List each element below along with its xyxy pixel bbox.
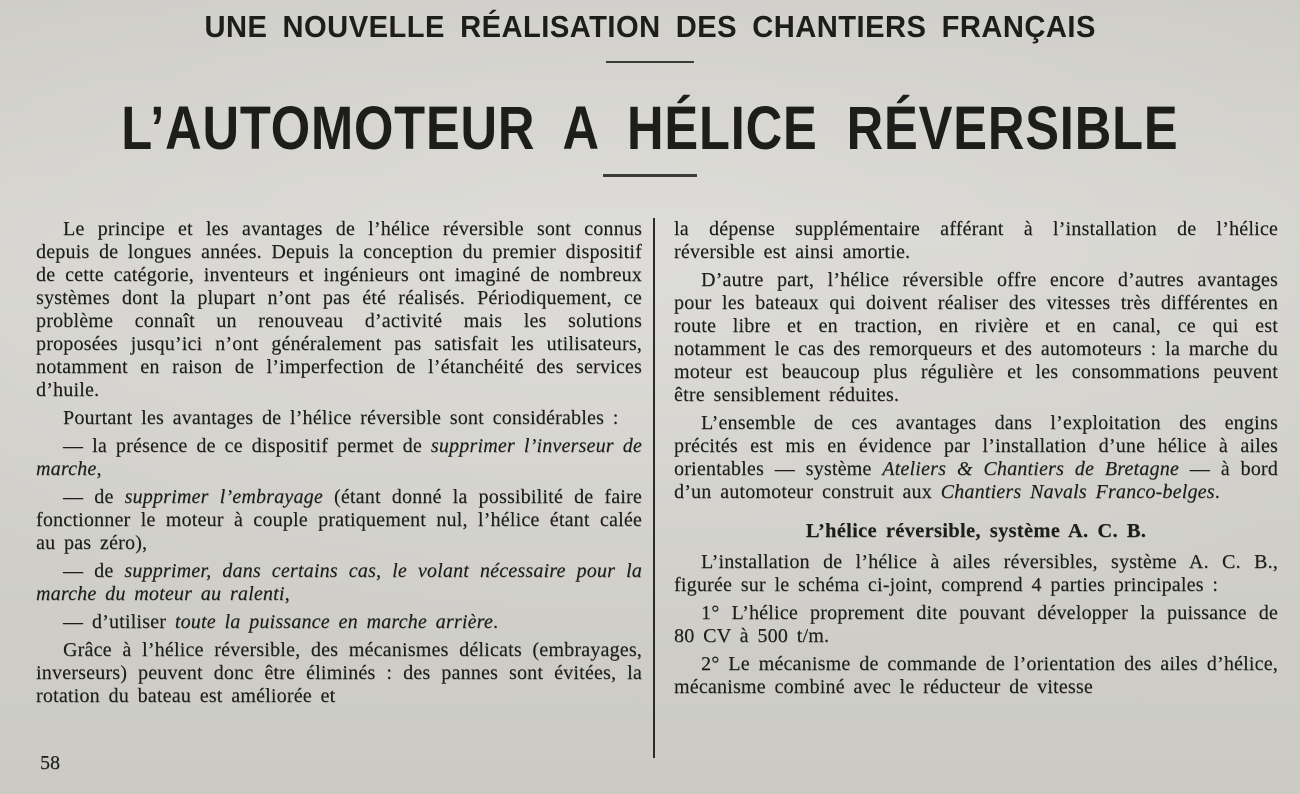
text-segment: la dépense supplémentaire afférant à l’installation de l’hélice réversible est ainsi amortie. <box>674 218 1278 263</box>
text-segment: D’autre part, l’hélice réversible offre encore d’autres avantages pour les bateaux qui doivent réaliser des vitesses très différentes en route libre et en traction, en rivière et en canal, ce qui est notamment le cas des remorqueurs et des automoteurs : la marche du moteur est beaucoup plus régulière et les consommations peuvent être sensiblement réduites. <box>674 269 1278 406</box>
paragraph <box>674 551 1278 597</box>
text-segment: — de <box>63 486 125 508</box>
paragraph <box>674 218 1278 264</box>
text-segment: . <box>492 611 499 633</box>
text-segment: (étant donné la possibilité de faire fonctionner le moteur à couple pratiquement nul, l’hélice étant calée au pas zéro), <box>36 486 642 554</box>
italic-text-segment: supprimer l’inverseur de marche <box>36 435 642 480</box>
text-segment: , <box>284 583 290 605</box>
text-segment: , <box>96 458 102 480</box>
article-body <box>36 218 1278 778</box>
kicker-divider-rule <box>606 61 694 63</box>
kicker-row <box>0 9 1300 45</box>
text-segment: 1° L’hélice proprement dite pouvant développer la puissance de 80 CV à 500 t/m. <box>674 602 1278 647</box>
text-segment: — d’utiliser <box>63 611 175 633</box>
paragraph <box>674 602 1278 648</box>
italic-text-segment: Ateliers & Chantiers de Bretagne <box>882 458 1179 480</box>
paragraph <box>36 560 642 606</box>
italic-text-segment: supprimer, dans certains cas, le volant nécessaire pour la marche du moteur au ralenti <box>36 560 642 605</box>
page-number: 58 <box>40 752 60 774</box>
text-segment: L’installation de l’hélice à ailes réversibles, système A. C. B., figurée sur le schéma ci-joint, comprend 4 parties principales : <box>674 551 1278 596</box>
paragraph <box>674 653 1278 699</box>
article-kicker: UNE NOUVELLE RÉALISATION DES CHANTIERS FRANÇAIS <box>204 9 1096 44</box>
paragraph <box>36 639 642 708</box>
italic-text-segment: toute la puissance en marche arrière <box>174 611 493 633</box>
left-column <box>36 218 642 778</box>
paragraph <box>36 218 642 402</box>
paragraph <box>674 412 1278 504</box>
text-segment: — à bord d’un automoteur construit aux <box>674 458 1278 503</box>
text-segment: — la présence de ce dispositif permet de <box>63 435 431 457</box>
paragraph <box>674 269 1278 407</box>
text-segment: . <box>1214 481 1220 503</box>
paragraph <box>36 407 642 430</box>
article-title: L’AUTOMOTEUR A HÉLICE RÉVERSIBLE <box>121 94 1179 162</box>
column-divider-rule <box>653 218 655 758</box>
italic-text-segment: Chantiers Navals Franco-belges <box>940 481 1215 503</box>
title-row <box>0 93 1300 163</box>
text-segment: 2° Le mécanisme de commande de l’orientation des ailes d’hélice, mécanisme combiné avec le réducteur de vitesse <box>674 653 1278 698</box>
paragraph <box>36 611 642 634</box>
section-heading: L’hélice réversible, système A. C. B. <box>805 520 1147 542</box>
paragraph <box>36 435 642 481</box>
text-segment: Grâce à l’hélice réversible, des mécanismes délicats (embrayages, inverseurs) peuvent donc être éliminés : des pannes sont évitées, la rotation du bateau est améliorée et <box>36 639 642 707</box>
italic-text-segment: supprimer l’embrayage <box>124 486 323 508</box>
title-divider-rule <box>603 174 697 177</box>
text-segment: — de <box>63 560 125 582</box>
right-column <box>674 218 1278 778</box>
text-segment: L’ensemble de ces avantages dans l’exploitation des engins précités est mis en évidence par l’installation d’une hélice à ailes orientables — système <box>674 412 1278 480</box>
text-segment: Le principe et les avantages de l’hélice réversible sont connus depuis de longues années. Depuis la conception du premier dispositif de cette catégorie, inventeurs et ingénieurs ont imaginé de nombreux systèmes dont la plupart n’ont pas été réalisés. Périodiquement, ce problème connaît un renouveau d’activité mais les solutions proposées jusqu’ici n’ont généralement pas satisfait les utilisateurs, notamment en raison de l’imperfection de l’étanchéité des services d’huile. <box>36 218 642 401</box>
text-segment: Pourtant les avantages de l’hélice réversible sont considérables : <box>63 407 619 429</box>
paragraph <box>36 486 642 555</box>
